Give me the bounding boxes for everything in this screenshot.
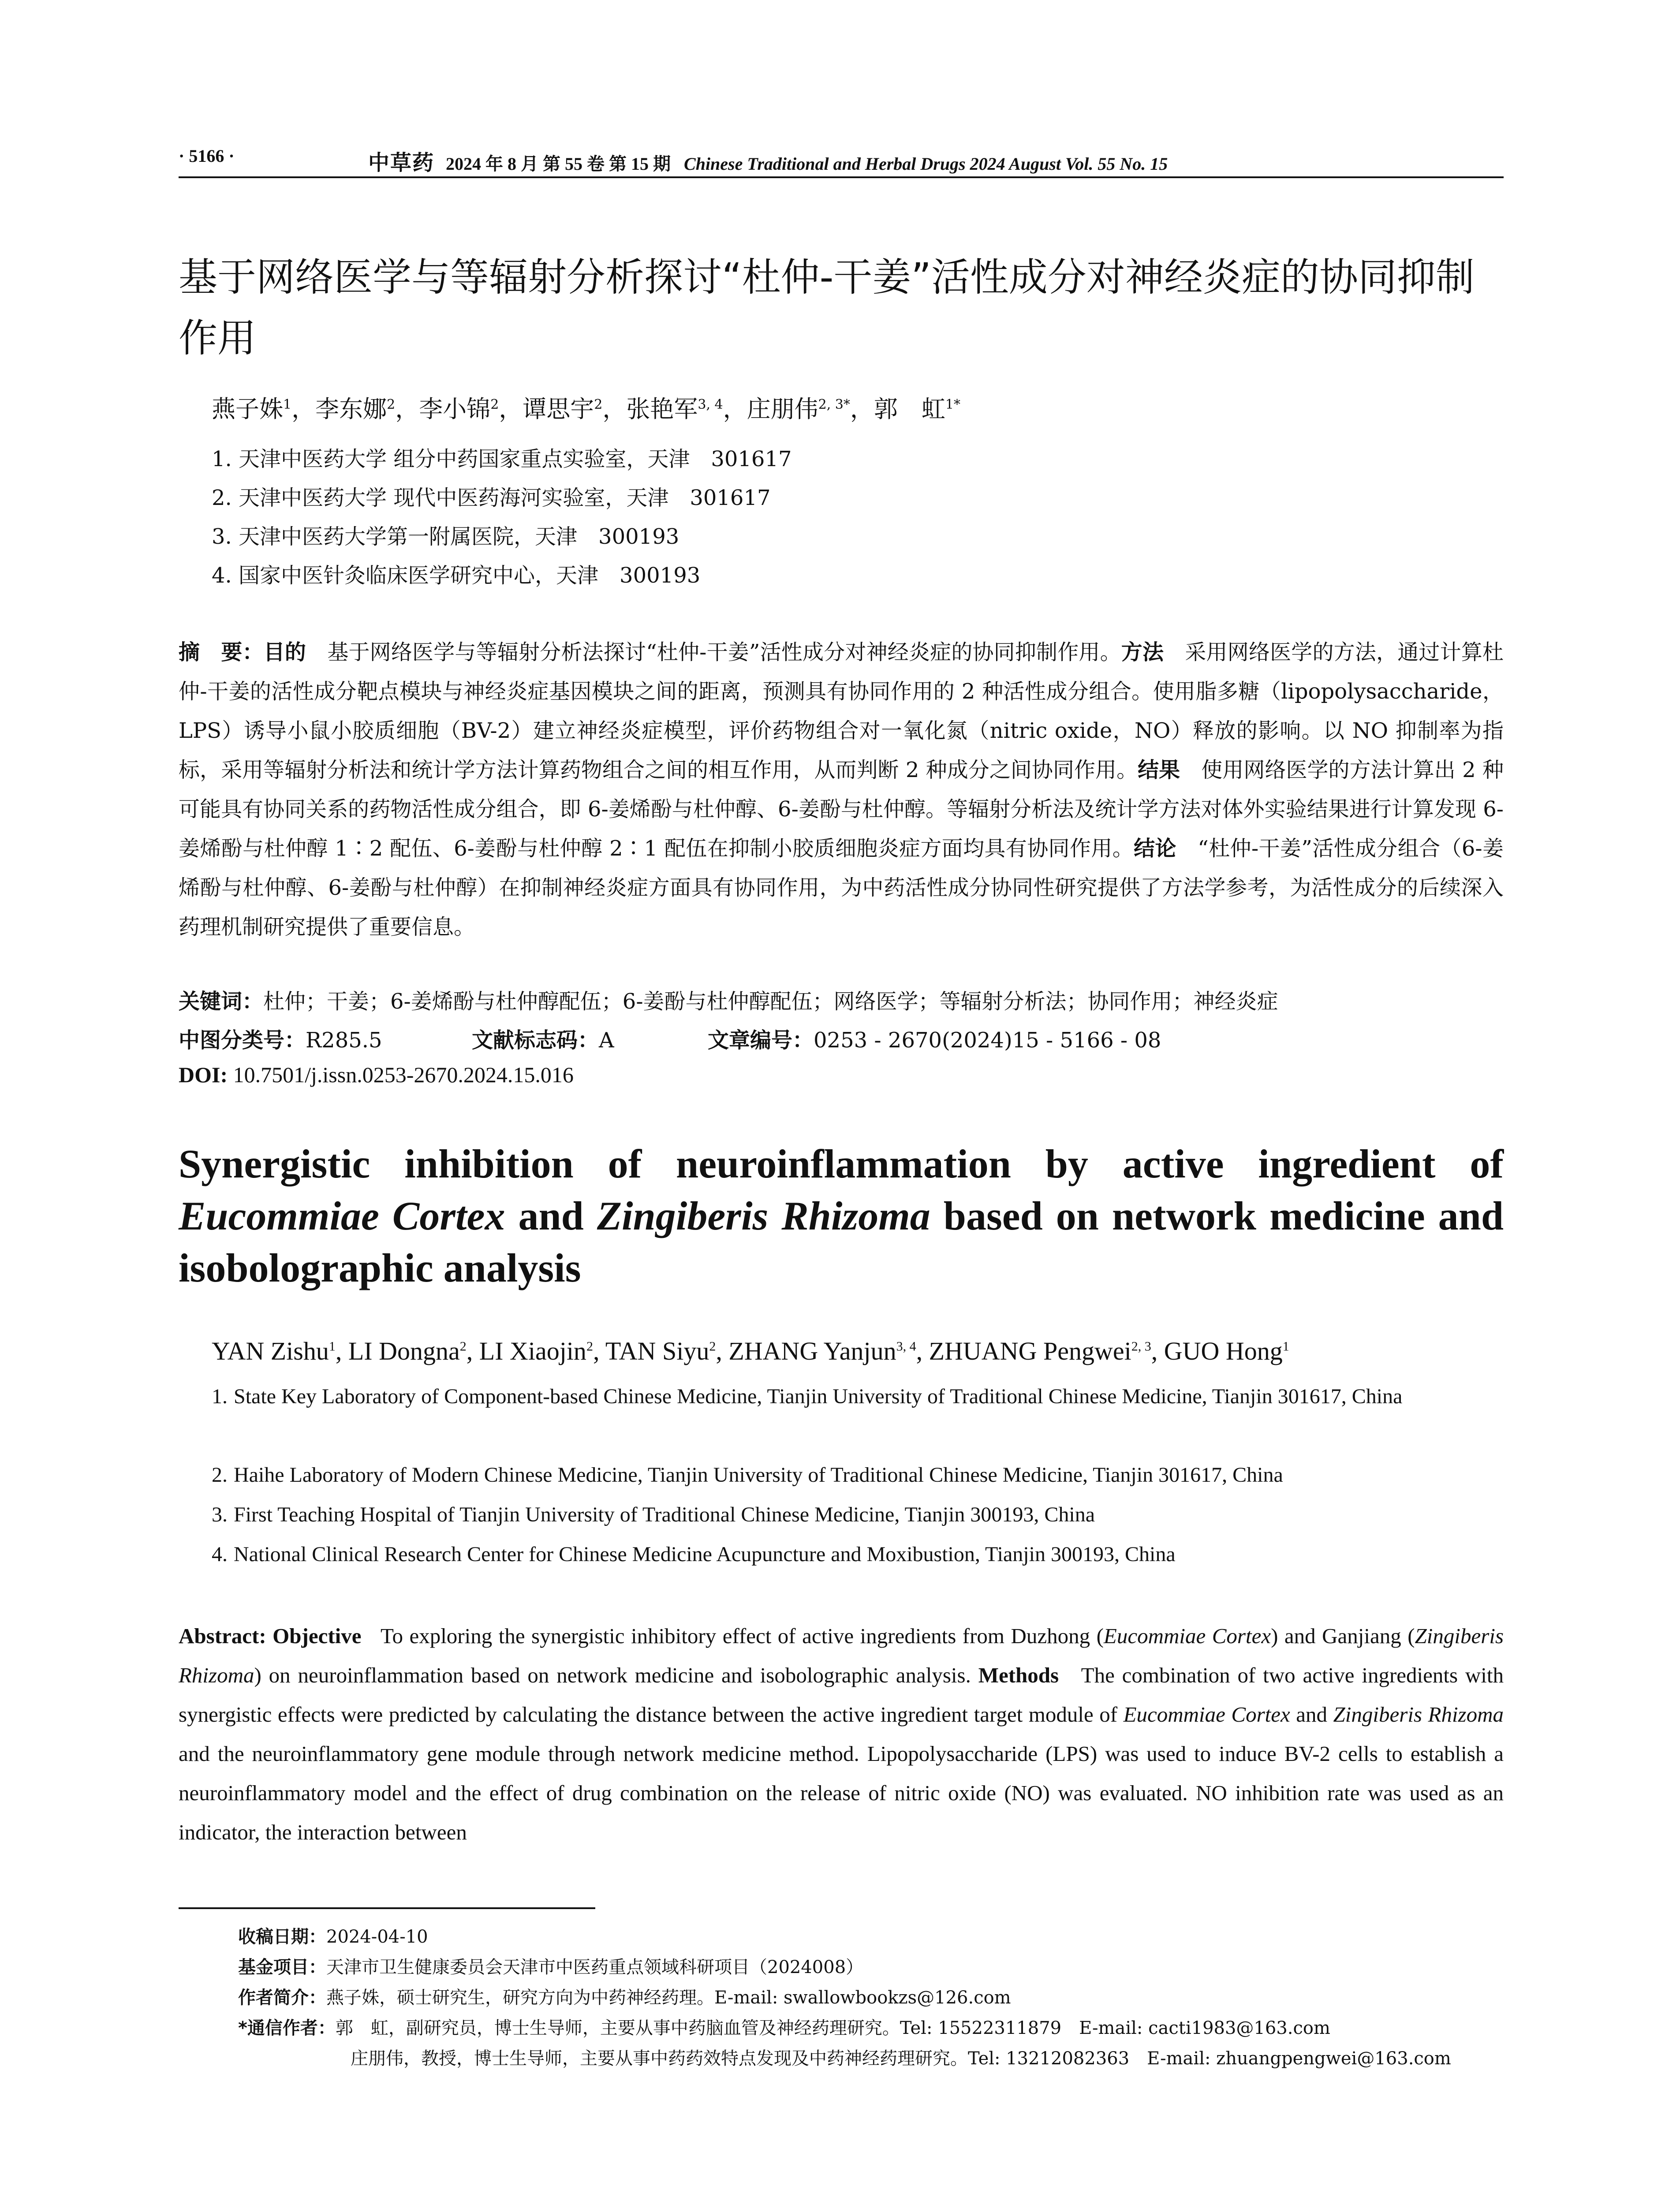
affiliation-text: First Teaching Hospital of Tianjin University of Traditional Chinese Medicine, Tianjin 300193, China	[234, 1503, 1095, 1526]
en-title	[179, 1138, 1504, 1294]
author-separator: ,	[1151, 1337, 1164, 1365]
en-methods-label: Methods	[978, 1663, 1059, 1687]
en-affiliation	[212, 1535, 1504, 1574]
footnote-line	[351, 2044, 1451, 2070]
affiliation-number: 3.	[212, 1503, 228, 1526]
author-affiliation-mark: 1	[283, 397, 292, 412]
page-number: · 5166 ·	[179, 146, 235, 166]
en-abstract	[179, 1616, 1504, 1852]
author-separator: ，	[499, 395, 523, 423]
cn-affiliation: 4. 国家中医针灸临床医学研究中心，天津 300193	[212, 563, 701, 588]
cn-affiliation: 1. 天津中医药大学 组分中药国家重点实验室，天津 301617	[212, 447, 792, 471]
affiliation-number: 1.	[212, 1385, 228, 1408]
text-run: The combination of two active ingredients with synergistic effects were predicted by calculating the distance between the active ingredient target module of	[179, 1663, 1504, 1727]
header-rule	[179, 176, 1504, 178]
en-affiliation	[212, 1455, 1504, 1495]
cn-keywords	[179, 984, 1278, 1015]
cn-conclusion-label: 结论	[1134, 836, 1176, 861]
author-affiliation-mark: 2	[594, 397, 603, 412]
affiliation-text: State Key Laboratory of Component-based Chinese Medicine, Tianjin University of Traditional Chinese Medicine, Tianjin 301617, China	[234, 1385, 1403, 1408]
footnote-line	[238, 2014, 1330, 2039]
article-no-label: 文章编号：	[708, 1028, 814, 1053]
title-run: and	[505, 1193, 597, 1238]
text-run: and the neuroinflammatory gene module through network medicine method. Lipopolysaccharide (LPS) was used to induce BV-2 cells to establish a neuroinflammatory model and the effect of drug combination on the release of nitric oxide (NO) was evaluated. NO inhibition rate was used as an indicator, the interaction between	[179, 1742, 1504, 1844]
author-affiliation-mark: 2, 3	[1131, 1339, 1151, 1354]
en-author-list	[212, 1336, 1289, 1366]
title-run: based on network medicine and isobolographic analysis	[179, 1193, 1504, 1290]
doc-code-value: A	[599, 1028, 614, 1053]
en-objective-label: Objective	[273, 1624, 362, 1648]
keywords-label: 关键词：	[179, 989, 264, 1014]
cn-title: 基于网络医学与等辐射分析探讨“杜仲-干姜”活性成分对神经炎症的协同抑制作用	[179, 254, 1475, 361]
author-affiliation-mark: 2	[459, 1339, 467, 1354]
text-run: Eucommiae Cortex	[1123, 1702, 1290, 1727]
text-run: and	[1290, 1702, 1333, 1727]
author-separator: ，	[723, 395, 747, 423]
author-name: LI Dongna	[348, 1337, 460, 1365]
footnote-rule	[179, 1907, 595, 1909]
title-run: Eucommiae Cortex	[179, 1193, 505, 1238]
text-run: Zingiberis Rhizoma	[179, 1624, 1504, 1687]
cn-abstract-label: 摘 要：	[179, 640, 264, 665]
author-affiliation-mark: 2	[586, 1339, 593, 1354]
footnote-text: 2024-04-10	[326, 1927, 428, 1947]
footnote-line	[238, 1923, 428, 1948]
doi-label: DOI:	[179, 1062, 228, 1087]
author-name: 庄朋伟	[747, 395, 818, 423]
running-header	[179, 146, 1504, 175]
author-separator: ,	[593, 1337, 605, 1365]
author-affiliation-mark: 2	[387, 397, 396, 412]
author-affiliation-mark: 1*	[945, 397, 960, 412]
title-run: Zingiberis Rhizoma	[597, 1193, 930, 1238]
doc-code-line	[472, 1023, 614, 1054]
author-affiliation-mark: 3, 4	[896, 1339, 916, 1354]
clc-label: 中图分类号：	[179, 1028, 306, 1053]
author-separator: ，	[395, 395, 419, 423]
author-name: TAN Siyu	[605, 1337, 709, 1365]
author-name: 谭思宇	[523, 395, 594, 423]
journal-line	[368, 146, 1168, 176]
cn-methods-label: 方法	[1121, 640, 1164, 665]
en-affiliation	[212, 1377, 1504, 1416]
author-separator: ,	[916, 1337, 929, 1365]
author-affiliation-mark: 3, 4	[698, 397, 723, 412]
text-run: To exploring the synergistic inhibitory effect of active ingredients from Duzhong (	[380, 1624, 1104, 1648]
affiliation-text: Haihe Laboratory of Modern Chinese Medicine, Tianjin University of Traditional Chinese Medicine, Tianjin 301617, China	[234, 1463, 1283, 1487]
author-name: ZHANG Yanjun	[728, 1337, 896, 1365]
footnote-line	[238, 1984, 1011, 2009]
doc-code-label: 文献标志码：	[472, 1028, 599, 1053]
footnote-text: 庄朋伟，教授，博士生导师，主要从事中药药效特点发现及中药神经药理研究。Tel: 13212082363 E-mail: zhuangpengwei@163.com	[351, 2048, 1451, 2069]
author-separator: ,	[335, 1337, 348, 1365]
article-no-line	[708, 1023, 1161, 1054]
author-name: YAN Zishu	[212, 1337, 329, 1365]
footnote-label: 收稿日期：	[238, 1927, 326, 1947]
author-affiliation-mark: 2	[709, 1339, 716, 1354]
cn-methods-text: 采用网络医学的方法，通过计算杜仲-干姜的活性成分靶点模块与神经炎症基因模块之间的距离，预测具有协同作用的 2 种活性成分组合。使用脂多糖（lipopolysaccharide，LPS）诱导小鼠小胶质细胞（BV-2）建立神经炎症模型，评价药物组合对一氧化氮（nitric oxide，NO）释放的影响。以 NO 抑制率为指标，采用等辐射分析法和统计学方法计算药物组合之间的相互作用，从而判断 2 种成分之间协同作用。	[179, 640, 1504, 782]
author-separator: ，	[602, 395, 627, 423]
text-run: Zingiberis Rhizoma	[1333, 1702, 1504, 1727]
text-run: ) and Ganjiang (	[1271, 1624, 1415, 1648]
classification-line	[179, 1023, 382, 1054]
author-name: 张艳军	[626, 395, 698, 423]
author-name: GUO Hong	[1164, 1337, 1283, 1365]
author-affiliation-mark: 1	[329, 1339, 336, 1354]
en-abstract-label: Abstract:	[179, 1624, 266, 1648]
author-name: 李东娜	[315, 395, 387, 423]
text-run: ) on neuroinflammation based on network medicine and isobolographic analysis.	[254, 1663, 971, 1687]
text-run: Eucommiae Cortex	[1103, 1624, 1271, 1648]
doi-line	[179, 1062, 574, 1088]
author-name: 郭 虹	[874, 395, 945, 423]
cn-abstract	[179, 633, 1504, 947]
title-run: Synergistic inhibition of neuroinflammation by active ingredient of	[179, 1141, 1504, 1186]
keywords-text: 杜仲；干姜；6-姜烯酚与杜仲醇配伍；6-姜酚与杜仲醇配伍；网络医学；等辐射分析法；协同作用；神经炎症	[263, 989, 1278, 1014]
cn-affiliation: 2. 天津中医药大学 现代中医药海河实验室，天津 301617	[212, 486, 771, 510]
cn-results-text: 使用网络医学的方法计算出 2 种可能具有协同关系的药物活性成分组合，即 6-姜烯酚与杜仲醇、6-姜酚与杜仲醇。等辐射分析法及统计学方法对体外实验结果进行计算发现 6-姜烯酚与杜仲醇 1∶2 配伍、6-姜酚与杜仲醇 2∶1 配伍在抑制小胶质细胞炎症方面均具有协同作用。	[179, 758, 1504, 861]
footnote-text: 燕子姝，硕士研究生，研究方向为中药神经药理。E-mail: swallowbookzs@126.com	[326, 1988, 1011, 2008]
author-name: 李小锦	[419, 395, 491, 423]
footnote-text: 郭 虹，副研究员，博士生导师，主要从事中药脑血管及神经药理研究。Tel: 15522311879 E-mail: cacti1983@163.com	[335, 2018, 1330, 2038]
cn-results-label: 结果	[1138, 758, 1180, 782]
article-no-value: 0253 - 2670(2024)15 - 5166 - 08	[814, 1028, 1161, 1053]
affiliation-number: 2.	[212, 1463, 228, 1487]
footnote-label: 基金项目：	[238, 1957, 326, 1977]
affiliation-text: National Clinical Research Center for Chinese Medicine Acupuncture and Moxibustion, Tianjin 300193, China	[234, 1543, 1176, 1566]
cn-affiliation: 3. 天津中医药大学第一附属医院，天津 300193	[212, 524, 679, 549]
clc-value: R285.5	[306, 1028, 382, 1053]
footnote-label: *通信作者：	[238, 2018, 336, 2038]
en-affiliation	[212, 1495, 1504, 1535]
cn-objective-text: 基于网络医学与等辐射分析法探讨“杜仲-干姜”活性成分对神经炎症的协同抑制作用。	[327, 640, 1121, 665]
author-affiliation-mark: 2, 3*	[818, 397, 850, 412]
doi-link[interactable]: 10.7501/j.issn.0253-2670.2024.15.016	[233, 1062, 574, 1087]
cn-conclusion-text: “杜仲-干姜”活性成分组合（6-姜烯酚与杜仲醇、6-姜酚与杜仲醇）在抑制神经炎症方面具有协同作用，为中药活性成分协同性研究提供了方法学参考，为活性成分的后续深入药理机制研究提供了重要信息。	[179, 836, 1504, 939]
author-separator: ,	[466, 1337, 479, 1365]
author-name: 燕子姝	[212, 395, 283, 423]
author-name: ZHUANG Pengwei	[929, 1337, 1131, 1365]
author-separator: ，	[291, 395, 316, 423]
footnote-line	[238, 1953, 863, 1978]
journal-issue-en: Chinese Traditional and Herbal Drugs 2024 August Vol. 55 No. 15	[684, 154, 1168, 174]
cn-author-list	[212, 390, 960, 424]
footnote-label: 作者简介：	[238, 1988, 326, 2008]
author-affiliation-mark: 2	[490, 397, 499, 412]
author-separator: ,	[716, 1337, 729, 1365]
author-name: LI Xiaojin	[479, 1337, 586, 1365]
journal-issue-cn: 2024 年 8 月 第 55 卷 第 15 期	[446, 154, 671, 174]
cn-objective-label: 目的	[263, 640, 306, 665]
affiliation-number: 4.	[212, 1543, 228, 1566]
journal-logo: 中草药	[368, 150, 435, 175]
footnote-text: 天津市卫生健康委员会天津市中医药重点领域科研项目（2024008）	[326, 1957, 864, 1977]
author-separator: ，	[850, 395, 874, 423]
author-affiliation-mark: 1	[1282, 1339, 1289, 1354]
en-methods-text	[179, 1663, 1504, 1844]
